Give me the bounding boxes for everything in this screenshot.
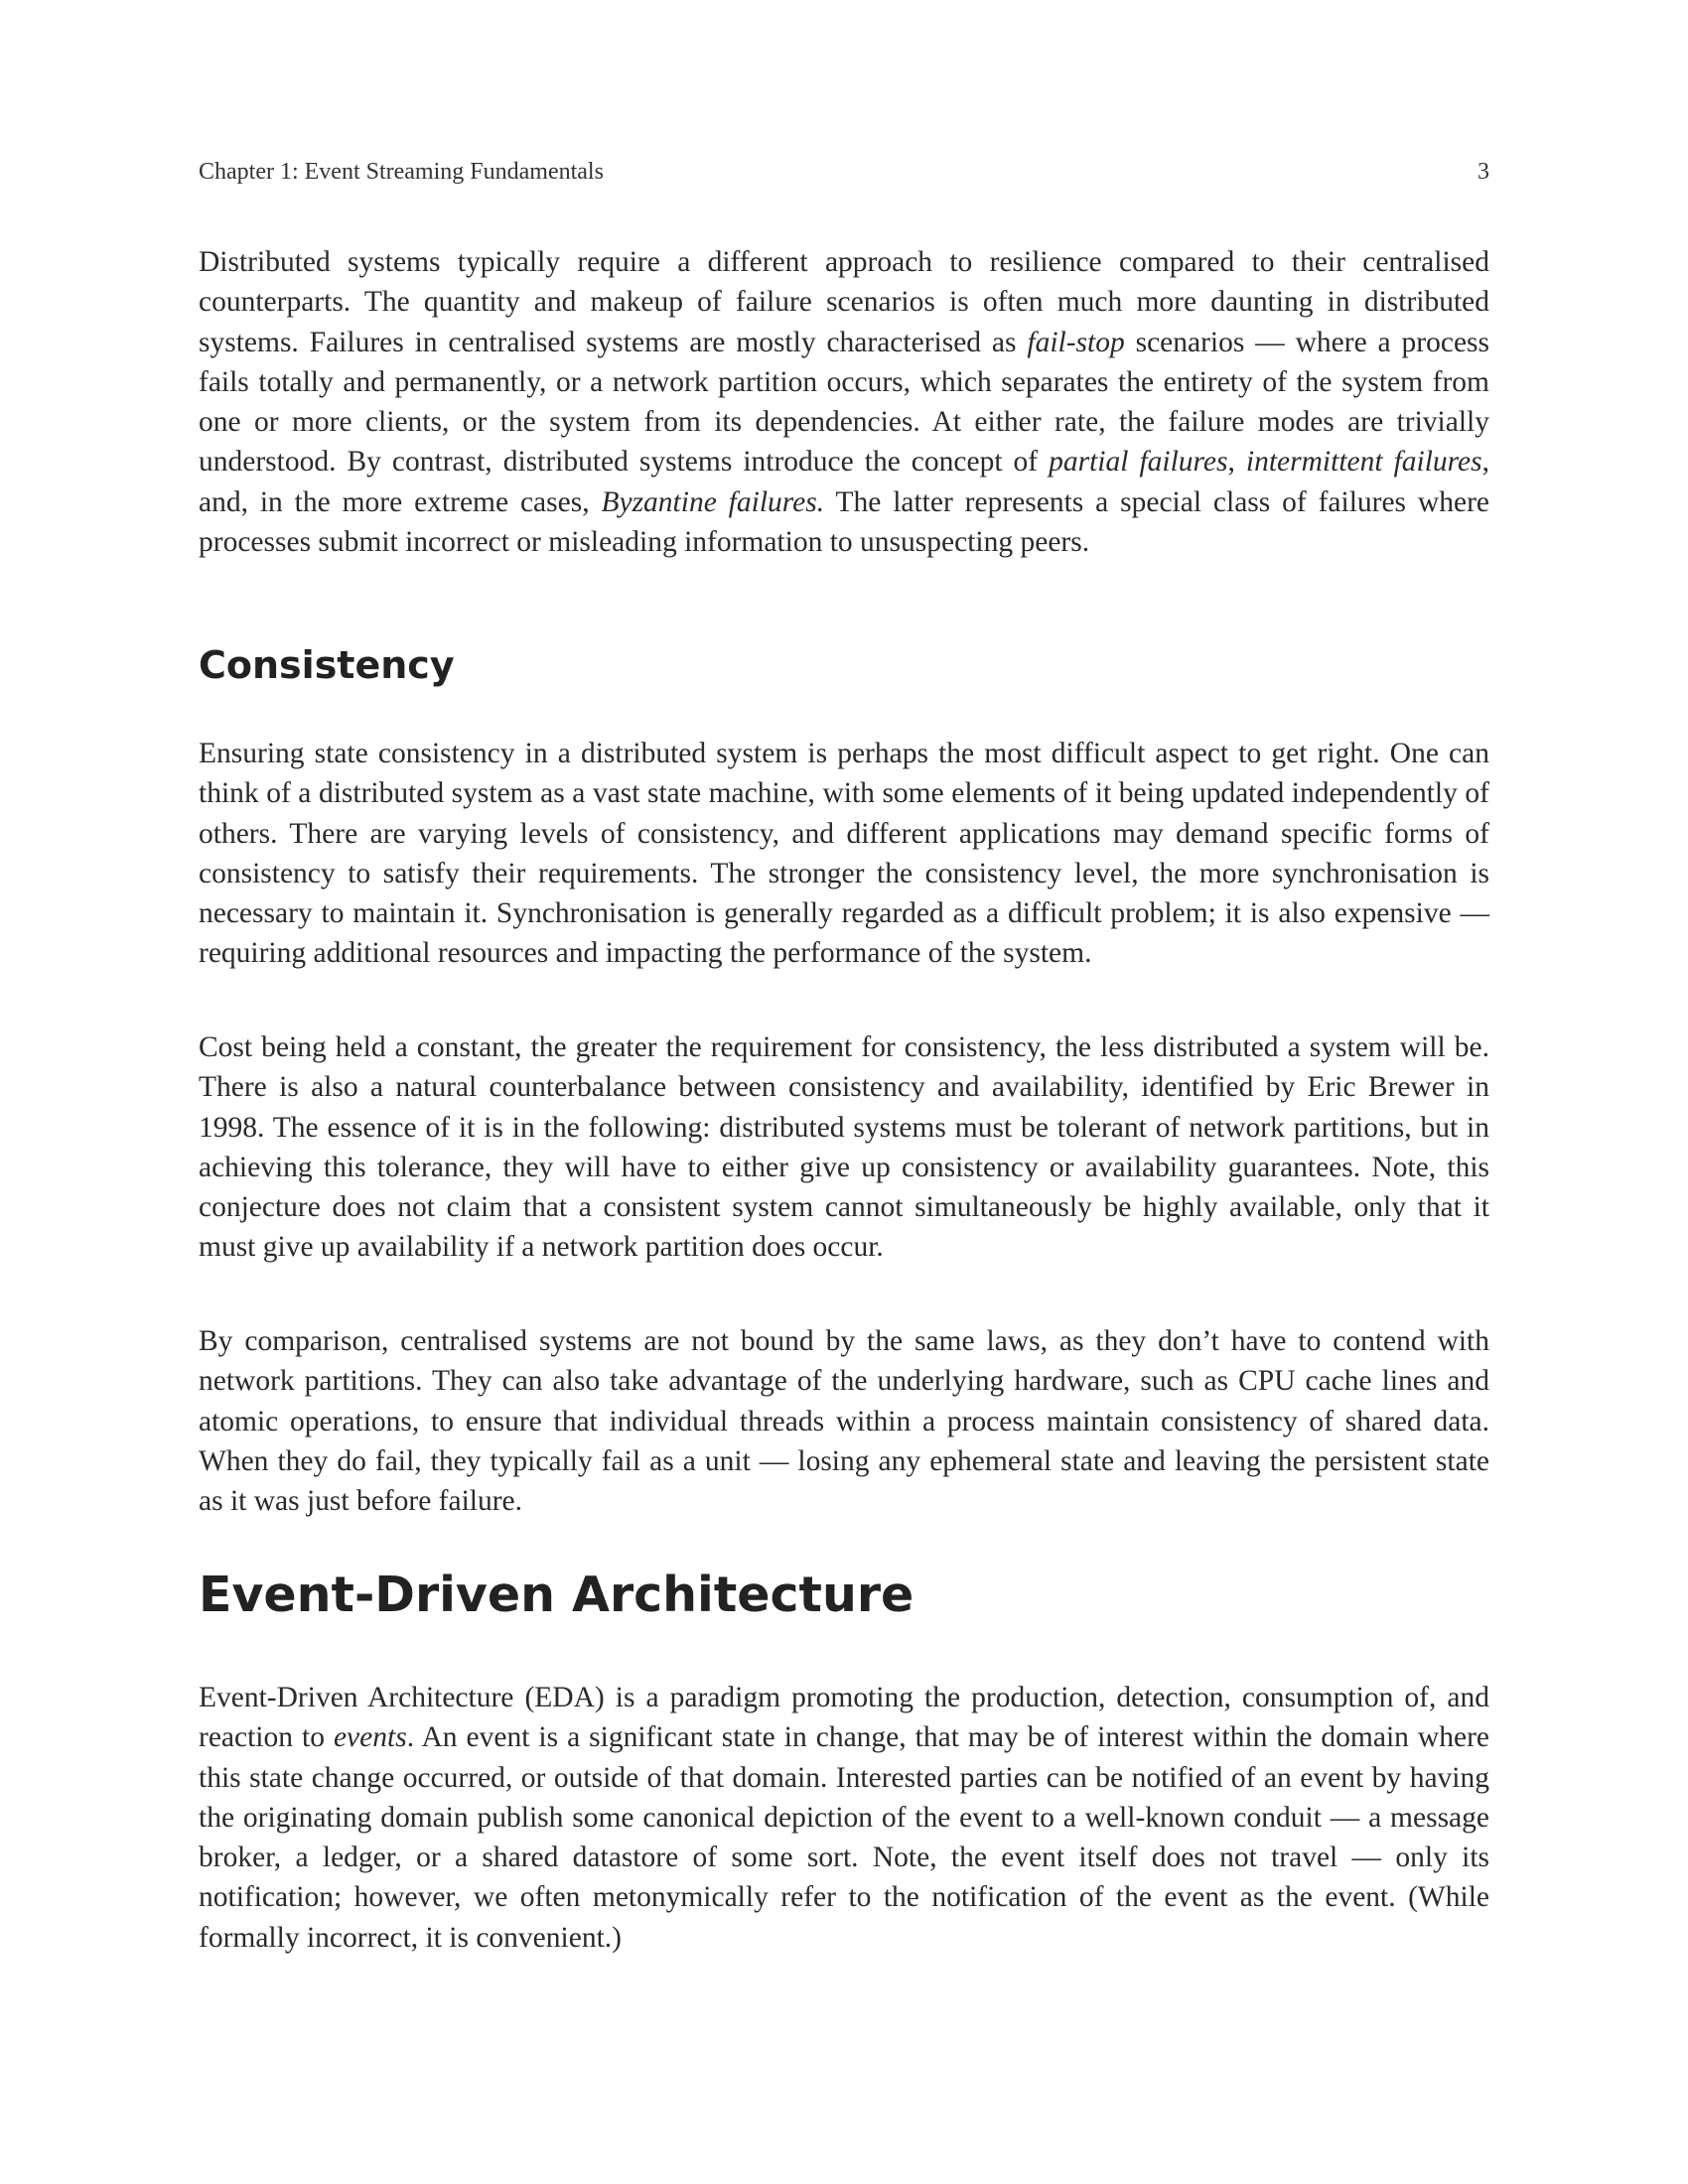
section-heading-consistency: Consistency: [199, 643, 455, 687]
section-heading-event-driven-architecture: Event-Driven Architecture: [199, 1567, 914, 1623]
emphasis-intermittent-failures: intermittent failures: [1245, 446, 1482, 478]
paragraph-state-consistency: Ensuring state consistency in a distributed system is perhaps the most difficult aspect to get right. One can think of a distributed system as a vast state machine, with some elements of it being updated independently of others. There are varying levels of consistency, and different applications may demand specific forms of consistency to satisfy their requirements. The stronger the consistency level, the more synchronisation is necessary to maintain it. Synchronisation is generally regarded as a difficult problem; it is also expensive — requiring additional resources and impacting the performance of the system.: [199, 738, 1489, 970]
text-run: scenarios — where a process fails totally and permanently, or a network partition occurs, which separates the entirety of the system from one or more clients, or the system from its dependencies. At either rate, the failure modes are trivially understood. By contrast, distributed systems introduce the concept of: [199, 326, 1490, 478]
paragraph-cap-tradeoff: Cost being held a constant, the greater the requirement for consistency, the less distributed a system will be. There is also a natural counterbalance between consistency and availability, identified by Eric Brewer in 1998. The essence of it is in the following: distributed systems must be tolerant of network partitions, but in achieving this tolerance, they will have to either give up consistency or availability guarantees. Note, this conjecture does not claim that a consistent system cannot simultaneously be highly available, only that it must give up availability if a network partition does occur.: [199, 1031, 1489, 1264]
text-run: , and, in the more extreme cases,: [199, 446, 1489, 518]
paragraph-eda-definition: [199, 1678, 1489, 1958]
text-run: Distributed systems typically require a different approach to resilience compared to their centralised counterparts. The quantity and makeup of failure scenarios is often much more daunting in distributed systems. Failures in centralised systems are mostly characterised as: [199, 246, 1489, 358]
emphasis-events: events: [333, 1721, 407, 1754]
text-run: ,: [1227, 446, 1246, 478]
paragraph-centralised-systems: By comparison, centralised systems are not bound by the same laws, as they don’t have to contend with network partitions. They can also take advantage of the underlying hardware, such as CPU cache lines and atomic operations, to ensure that individual threads within a process maintain consistency of shared data. When they do fail, they typically fail as a unit — losing any ephemeral state and leaving the persistent state as it was just before failure.: [199, 1325, 1489, 1518]
chapter-title: Chapter 1: Event Streaming Fundamentals: [199, 159, 604, 185]
page-number: 3: [1477, 159, 1489, 185]
text-run: Event-Driven Architecture (EDA) is a paradigm promoting the production, detection, consumption of, and reaction to: [199, 1682, 1489, 1754]
emphasis-byzantine-failures: Byzantine failures.: [601, 485, 825, 518]
running-header: [199, 159, 1489, 186]
emphasis-fail-stop: fail-stop: [1027, 326, 1125, 358]
text-run: The latter represents a special class of failures where processes submit incorrect or misleading information to unsuspecting peers.: [199, 485, 1489, 559]
paragraph-failures: [199, 242, 1489, 562]
emphasis-partial-failures: partial failures: [1049, 446, 1228, 478]
text-run: . An event is a significant state in change, that may be of interest within the domain where this state change occurred, or outside of that domain. Interested parties can be notified of an event by having the originating domain publish some canonical depiction of the event to a well-known conduit — a message broker, a ledger, or a shared datastore of some sort. Note, the event itself does not travel — only its notification; however, we often metonymically refer to the notification of the event as the event. (While formally incorrect, it is convenient.): [199, 1721, 1489, 1954]
